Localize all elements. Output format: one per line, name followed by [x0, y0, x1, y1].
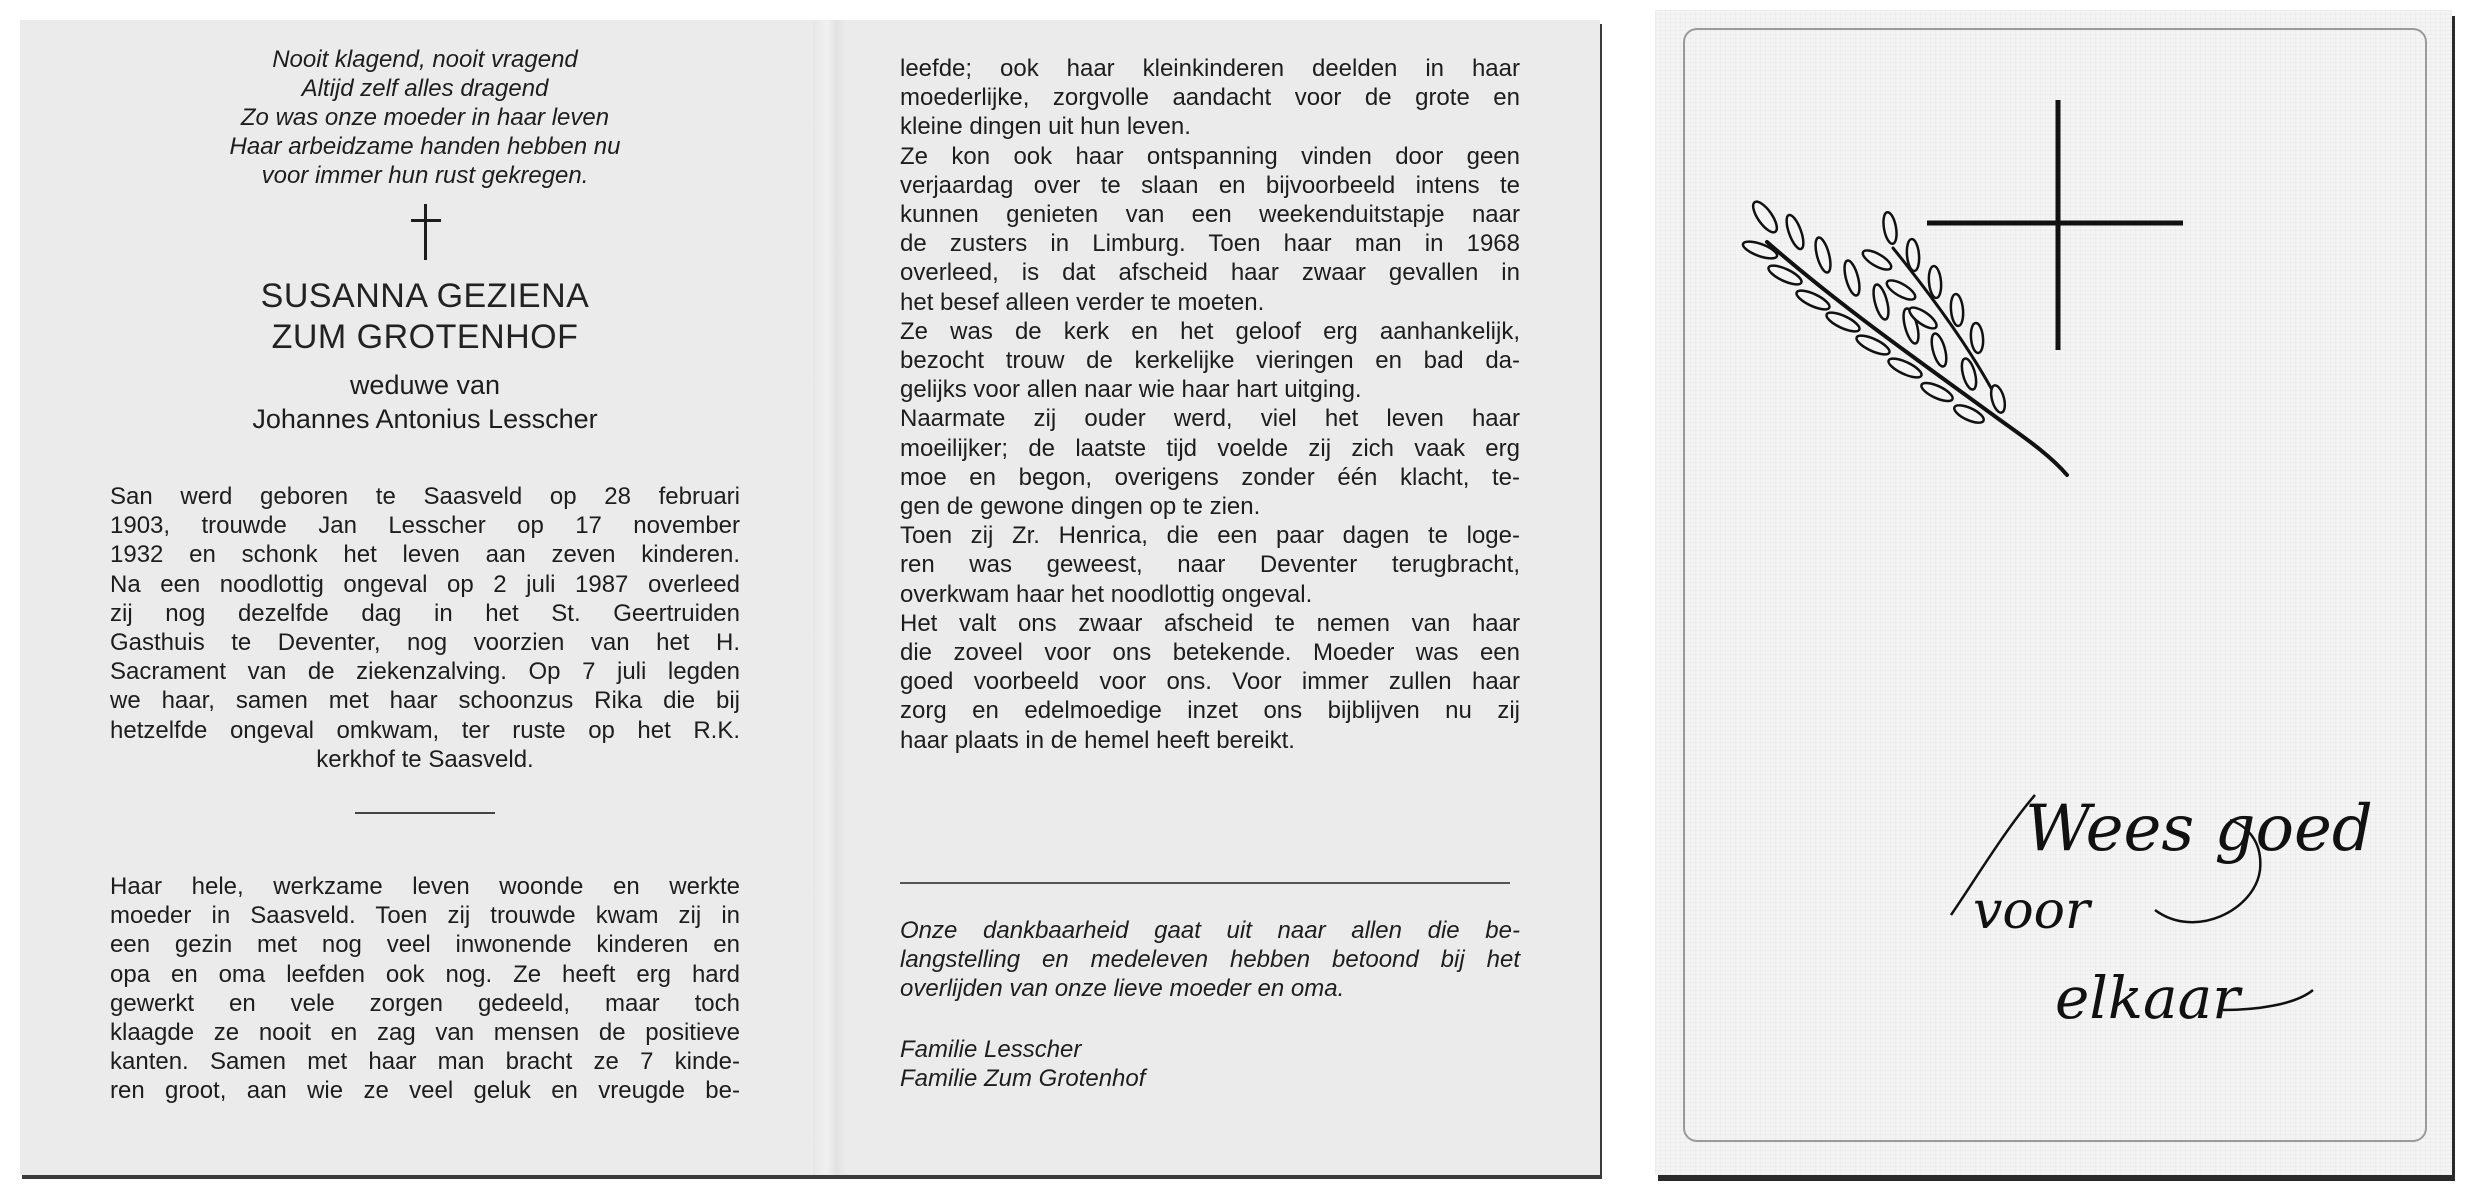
- cross-icon: [1927, 100, 2183, 350]
- life-story: [110, 872, 740, 1106]
- life-line: klaagde ze nooit en zag van mensen de positieve: [110, 1019, 740, 1047]
- bio-line: we haar, samen met haar schoonzus Rika die bij: [110, 687, 740, 715]
- bio-line: Gasthuis te Deventer, nog voorzien van het H.: [110, 629, 740, 657]
- life-line: ren groot, aan wie ze veel geluk en vreugde be-: [110, 1077, 740, 1105]
- motto-line: elkaar: [2055, 964, 2240, 1032]
- name-line: SUSANNA GEZIENA: [260, 277, 590, 315]
- text-line: moederlijke, zorgvolle aandacht voor de grote en: [900, 84, 1520, 112]
- bio-line: kerkhof te Saasveld.: [316, 745, 534, 773]
- front-card: [1655, 10, 2452, 1175]
- life-line: gewerkt en vele zorgen gedeeld, maar toch: [110, 989, 740, 1017]
- text-line: gen de gewone dingen op te zien.: [900, 493, 1261, 521]
- widow-of: [110, 368, 740, 436]
- bio-line: Na een noodlottig ongeval op 2 juli 1987 overleed: [110, 570, 740, 598]
- name-line: ZUM GROTENHOF: [271, 318, 579, 356]
- family-name: Familie Lesscher: [900, 1036, 1082, 1064]
- text-line: leefde; ook haar kleinkinderen deelden in haar: [900, 55, 1520, 82]
- text-line: overkwam haar het noodlottig ongeval.: [900, 580, 1313, 608]
- text-line: goed voorbeeld voor ons. Voor immer zullen haar: [900, 668, 1520, 696]
- text-line: kleine dingen uit hun leven.: [900, 113, 1191, 141]
- bio-line: hetzelfde ongeval omkwam, ter ruste op het R.K.: [110, 716, 740, 744]
- text-line: Het valt ons zwaar afscheid te nemen van haar: [900, 609, 1520, 637]
- family-signature: [900, 1035, 1520, 1093]
- text-line: het besef alleen verder te moeten.: [900, 288, 1265, 316]
- verse-line: Nooit klagend, nooit vragend: [272, 46, 578, 73]
- cross-icon: [405, 204, 445, 262]
- thanks-line: overlijden van onze lieve moeder en oma.: [900, 975, 1345, 1003]
- palm-branch-icon: [1741, 198, 2067, 475]
- text-line: moeilijker; de laatste tijd voelde zij zich vaak erg: [900, 434, 1520, 462]
- thanks-line: langstelling en medeleven hebben betoond bij het: [900, 946, 1520, 974]
- text-line: Toen zij Zr. Henrica, die een paar dagen te loge-: [900, 522, 1520, 550]
- life-line: een gezin met nog veel inwonende kinderen en: [110, 931, 740, 959]
- thanks-line: Onze dankbaarheid gaat uit naar allen die be-: [900, 916, 1520, 944]
- life-story-continued: [900, 54, 1520, 755]
- widow-label: weduwe van: [349, 370, 501, 400]
- text-line: Ze kon ook haar ontspanning vinden door geen: [900, 142, 1520, 170]
- text-line: de zusters in Limburg. Toen haar man in 1968: [900, 230, 1520, 258]
- text-line: bezocht trouw de kerkelijke vieringen en bad da-: [900, 347, 1520, 375]
- verse-line: Altijd zelf alles dragend: [301, 75, 549, 102]
- bio-line: zij nog dezelfde dag in het St. Geertruiden: [110, 599, 740, 627]
- text-line: gelijks voor allen naar wie haar hart uitging.: [900, 376, 1362, 404]
- text-line: ren was geweest, naar Deventer terugbracht,: [900, 551, 1520, 579]
- text-line: overleed, is dat afscheid haar zwaar gevallen in: [900, 259, 1520, 287]
- inner-spread: [20, 20, 1600, 1175]
- life-line: opa en oma leefden ook nog. Ze heeft erg hard: [110, 960, 740, 988]
- family-name: Familie Zum Grotenhof: [900, 1065, 1146, 1093]
- spouse-name: Johannes Antonius Lesscher: [252, 404, 598, 434]
- verse-line: Zo was onze moeder in haar leven: [240, 104, 610, 131]
- text-line: verjaardag over te slaan en bijvoorbeeld intens te: [900, 171, 1520, 199]
- memorial-verse: [110, 45, 740, 190]
- bio-line: San werd geboren te Saasveld op 28 februari: [110, 483, 740, 510]
- text-line: Ze was de kerk en het geloof erg aanhankelijk,: [900, 317, 1520, 345]
- verse-line: Haar arbeidzame handen hebben nu: [229, 133, 621, 160]
- text-line: zorg en edelmoedige inzet ons bijblijven nu zij: [900, 697, 1520, 725]
- text-line: haar plaats in de hemel heeft bereikt.: [900, 726, 1295, 754]
- life-line: moeder in Saasveld. Toen zij trouwde kwam zij in: [110, 902, 740, 930]
- text-line: die zoveel voor ons betekende. Moeder was een: [900, 639, 1520, 667]
- bio-line: Sacrament van de ziekenzalving. Op 7 juli legden: [110, 658, 740, 686]
- text-line: Naarmate zij ouder werd, viel het leven haar: [900, 405, 1520, 433]
- right-page: [900, 20, 1520, 1175]
- text-line: moe en begon, overigens zonder één klacht, te-: [900, 463, 1520, 491]
- divider: [355, 812, 495, 814]
- deceased-name: [110, 276, 740, 358]
- motto-line: voor: [1973, 881, 2090, 941]
- bio-line: 1903, trouwde Jan Lesscher op 17 november: [110, 512, 740, 540]
- divider: [900, 882, 1510, 884]
- biography: [110, 482, 740, 774]
- bio-line: 1932 en schonk het leven aan zeven kinderen.: [110, 541, 740, 569]
- text-line: kunnen genieten van een weekenduitstapje naar: [900, 201, 1520, 229]
- center-fold: [813, 20, 847, 1175]
- motto: [1951, 792, 2373, 1032]
- verse-line: voor immer hun rust gekregen.: [261, 162, 589, 189]
- life-line: Haar hele, werkzame leven woonde en werkte: [110, 873, 740, 901]
- motto-line: Wees goed: [2025, 792, 2373, 866]
- life-line: kanten. Samen met haar man bracht ze 7 kinde-: [110, 1048, 740, 1076]
- left-page: [110, 20, 740, 1175]
- card-artwork: [1655, 10, 2452, 1175]
- thanks-note: [900, 916, 1520, 1004]
